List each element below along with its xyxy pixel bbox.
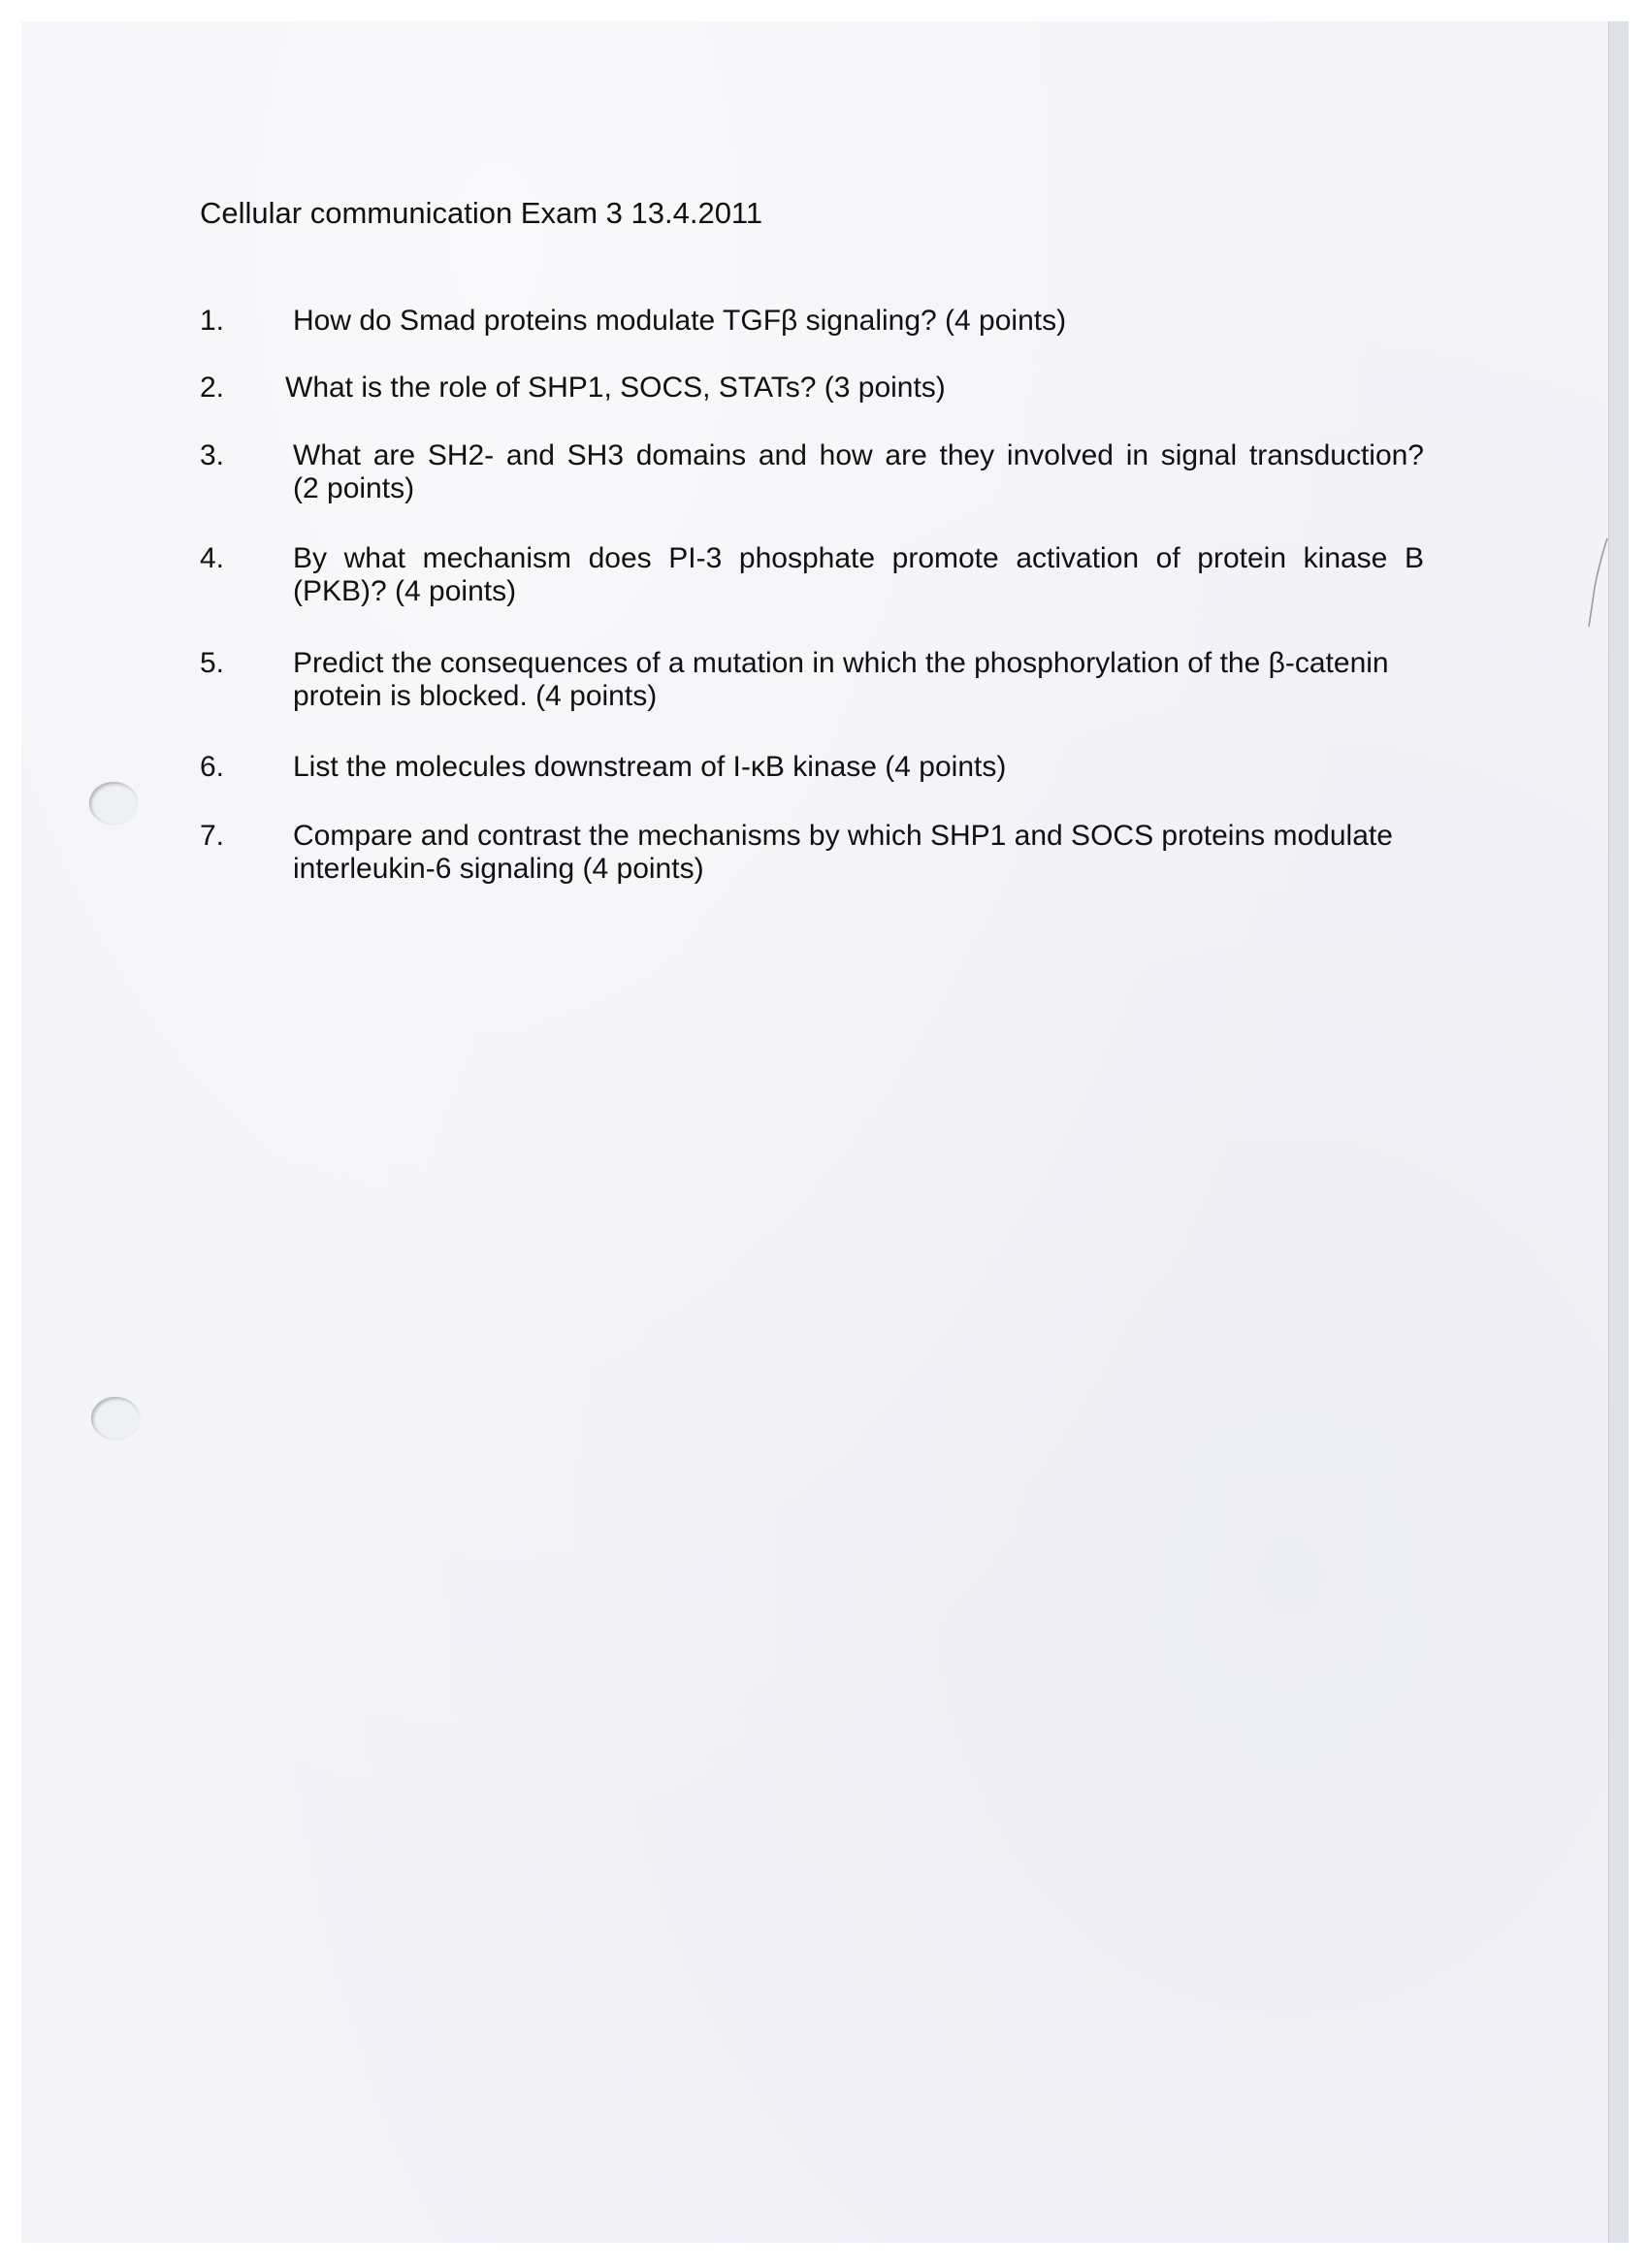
question-number: 4. (200, 542, 225, 574)
question-number: 6. (200, 751, 225, 783)
question-text (293, 647, 1424, 713)
question-line: (PKB)? (4 points) (293, 575, 517, 607)
question-line: How do Smad proteins modulate TGFβ signaling? (4 points) (293, 305, 1067, 337)
question-line: What are SH2- and SH3 domains and how are they involved in signal transduction? (293, 439, 1424, 471)
question-number: 3. (200, 439, 225, 471)
question-line: By what mechanism does PI-3 phosphate promote activation of protein kinase B (293, 542, 1424, 574)
question-line: What is the role of SHP1, SOCS, STATs? (3 points) (285, 372, 946, 404)
question-number: 7. (200, 820, 225, 852)
paper-sheet (21, 21, 1608, 2243)
question-line: (2 points) (293, 472, 415, 504)
scan-edge-strip (1608, 21, 1629, 2243)
question-line: interleukin-6 signaling (4 points) (293, 853, 704, 885)
question-text (293, 439, 1424, 505)
exam-title: Cellular communication Exam 3 13.4.2011 (200, 196, 763, 230)
question-number: 5. (200, 647, 225, 679)
question-text (293, 305, 1424, 338)
question-text (293, 751, 1424, 784)
question-text (293, 820, 1424, 886)
question-line: protein is blocked. (4 points) (293, 680, 658, 712)
question-number: 2. (200, 372, 225, 404)
question-line: List the molecules downstream of I-κB kinase (4 points) (293, 751, 1007, 783)
punch-hole-bottom (91, 1397, 140, 1440)
question-number: 1. (200, 305, 225, 337)
question-line: Compare and contrast the mechanisms by which SHP1 and SOCS proteins modulate (293, 820, 1393, 852)
question-text (285, 372, 1424, 405)
pen-mark (1581, 534, 1610, 631)
punch-hole-top (89, 782, 138, 825)
question-line: Predict the consequences of a mutation in which the phosphorylation of the β-catenin (293, 647, 1389, 679)
question-text (293, 542, 1424, 608)
